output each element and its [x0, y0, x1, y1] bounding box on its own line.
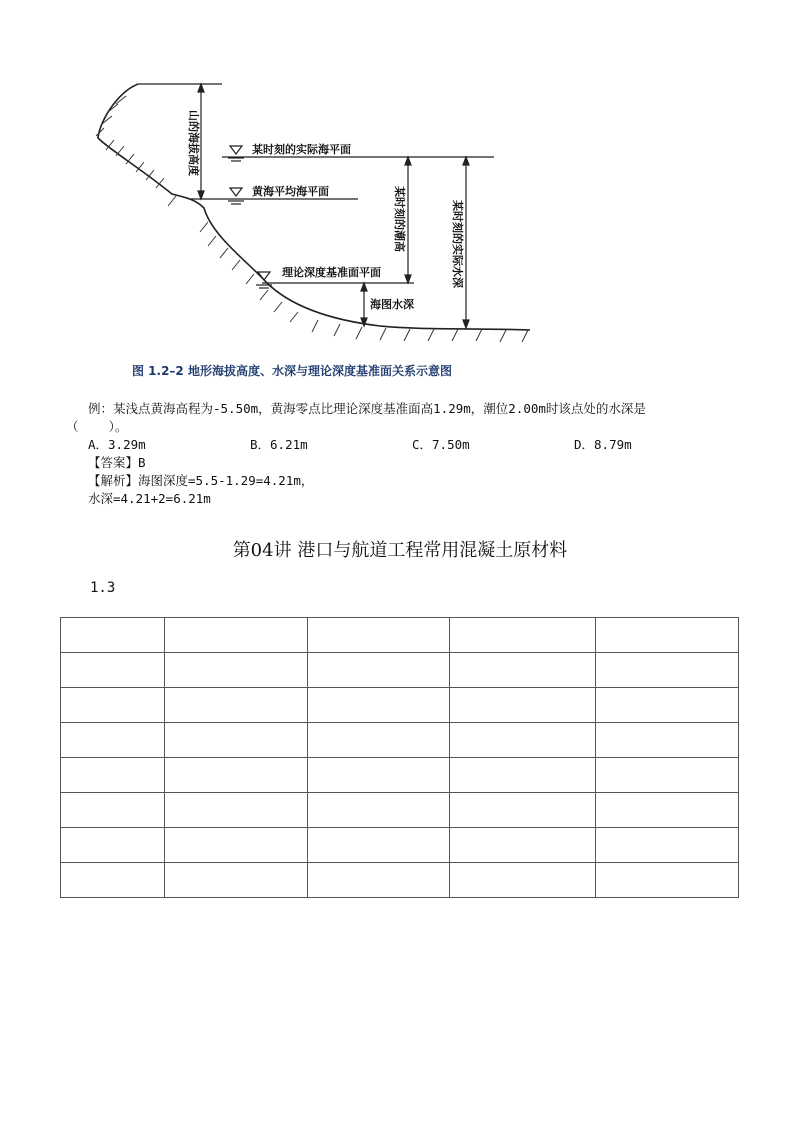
- table-cell: [164, 688, 307, 723]
- option-b: B．6.21m: [250, 437, 308, 452]
- table-cell: [596, 653, 739, 688]
- table-cell: [61, 618, 165, 653]
- table-cell: [164, 723, 307, 758]
- question-stem: 例：某浅点黄海高程为-5.50m，黄海零点比理论深度基准面高1.29m，潮位2.00m时该点处的水深是: [88, 401, 646, 416]
- option-c: C．7.50m: [412, 437, 470, 452]
- table-cell: [450, 688, 596, 723]
- terrain-depth-diagram: [0, 0, 800, 360]
- section-number: 1.3: [90, 580, 116, 596]
- table-cell: [307, 688, 450, 723]
- table-row: [61, 723, 739, 758]
- table-cell: [307, 758, 450, 793]
- table-cell: [596, 723, 739, 758]
- table-cell: [596, 688, 739, 723]
- table-cell: [164, 618, 307, 653]
- analysis-line-2: 水深=4.21+2=6.21m: [88, 491, 211, 506]
- table-cell: [596, 618, 739, 653]
- table-cell: [596, 758, 739, 793]
- answer-line: 【答案】B: [88, 455, 146, 470]
- table-cell: [596, 793, 739, 828]
- table-cell: [164, 758, 307, 793]
- table-cell: [61, 723, 165, 758]
- table-cell: [307, 793, 450, 828]
- table-cell: [307, 618, 450, 653]
- table-cell: [450, 653, 596, 688]
- table-cell: [596, 828, 739, 863]
- table-row: [61, 688, 739, 723]
- table-row: [61, 828, 739, 863]
- table-cell: [61, 653, 165, 688]
- label-theoretical-datum: 理论深度基准面平面: [282, 266, 381, 279]
- empty-table: [60, 617, 739, 898]
- table-row: [61, 758, 739, 793]
- table-cell: [164, 793, 307, 828]
- table-row: [61, 793, 739, 828]
- table-cell: [307, 653, 450, 688]
- analysis-line-1: 【解析】海图深度=5.5-1.29=4.21m，: [88, 473, 314, 488]
- table-cell: [307, 723, 450, 758]
- label-tide-height: 某时刻的潮高: [393, 186, 406, 252]
- table-cell: [596, 863, 739, 898]
- example-question: [66, 400, 756, 508]
- table-cell: [61, 758, 165, 793]
- table-cell: [450, 618, 596, 653]
- figure-caption: 图 1.2–2 地形海拔高度、水深与理论深度基准面关系示意图: [132, 364, 452, 378]
- table-row: [61, 653, 739, 688]
- table-cell: [61, 688, 165, 723]
- lecture-title: 第04讲 港口与航道工程常用混凝土原材料: [232, 540, 568, 561]
- answer-options: [66, 436, 756, 454]
- label-actual-sea-level: 某时刻的实际海平面: [252, 143, 351, 156]
- table-cell: [450, 793, 596, 828]
- table-cell: [61, 793, 165, 828]
- question-stem-blank: （ ）。: [66, 419, 128, 434]
- table-cell: [450, 863, 596, 898]
- table-cell: [164, 863, 307, 898]
- label-mean-sea-level: 黄海平均海平面: [252, 185, 329, 198]
- table-cell: [307, 863, 450, 898]
- table-cell: [307, 828, 450, 863]
- table-cell: [164, 828, 307, 863]
- table-cell: [61, 863, 165, 898]
- table-cell: [450, 723, 596, 758]
- table-row: [61, 863, 739, 898]
- option-a: A．3.29m: [88, 437, 146, 452]
- table-cell: [61, 828, 165, 863]
- label-mountain-height: 山的海拔高度: [187, 110, 200, 176]
- label-chart-depth: 海图水深: [370, 298, 414, 311]
- table-cell: [450, 758, 596, 793]
- table-cell: [164, 653, 307, 688]
- label-actual-depth: 某时刻的实际水深: [451, 200, 464, 288]
- table-cell: [450, 828, 596, 863]
- table-row: [61, 618, 739, 653]
- option-d: D．8.79m: [574, 437, 632, 452]
- terrain-profile: [98, 84, 530, 330]
